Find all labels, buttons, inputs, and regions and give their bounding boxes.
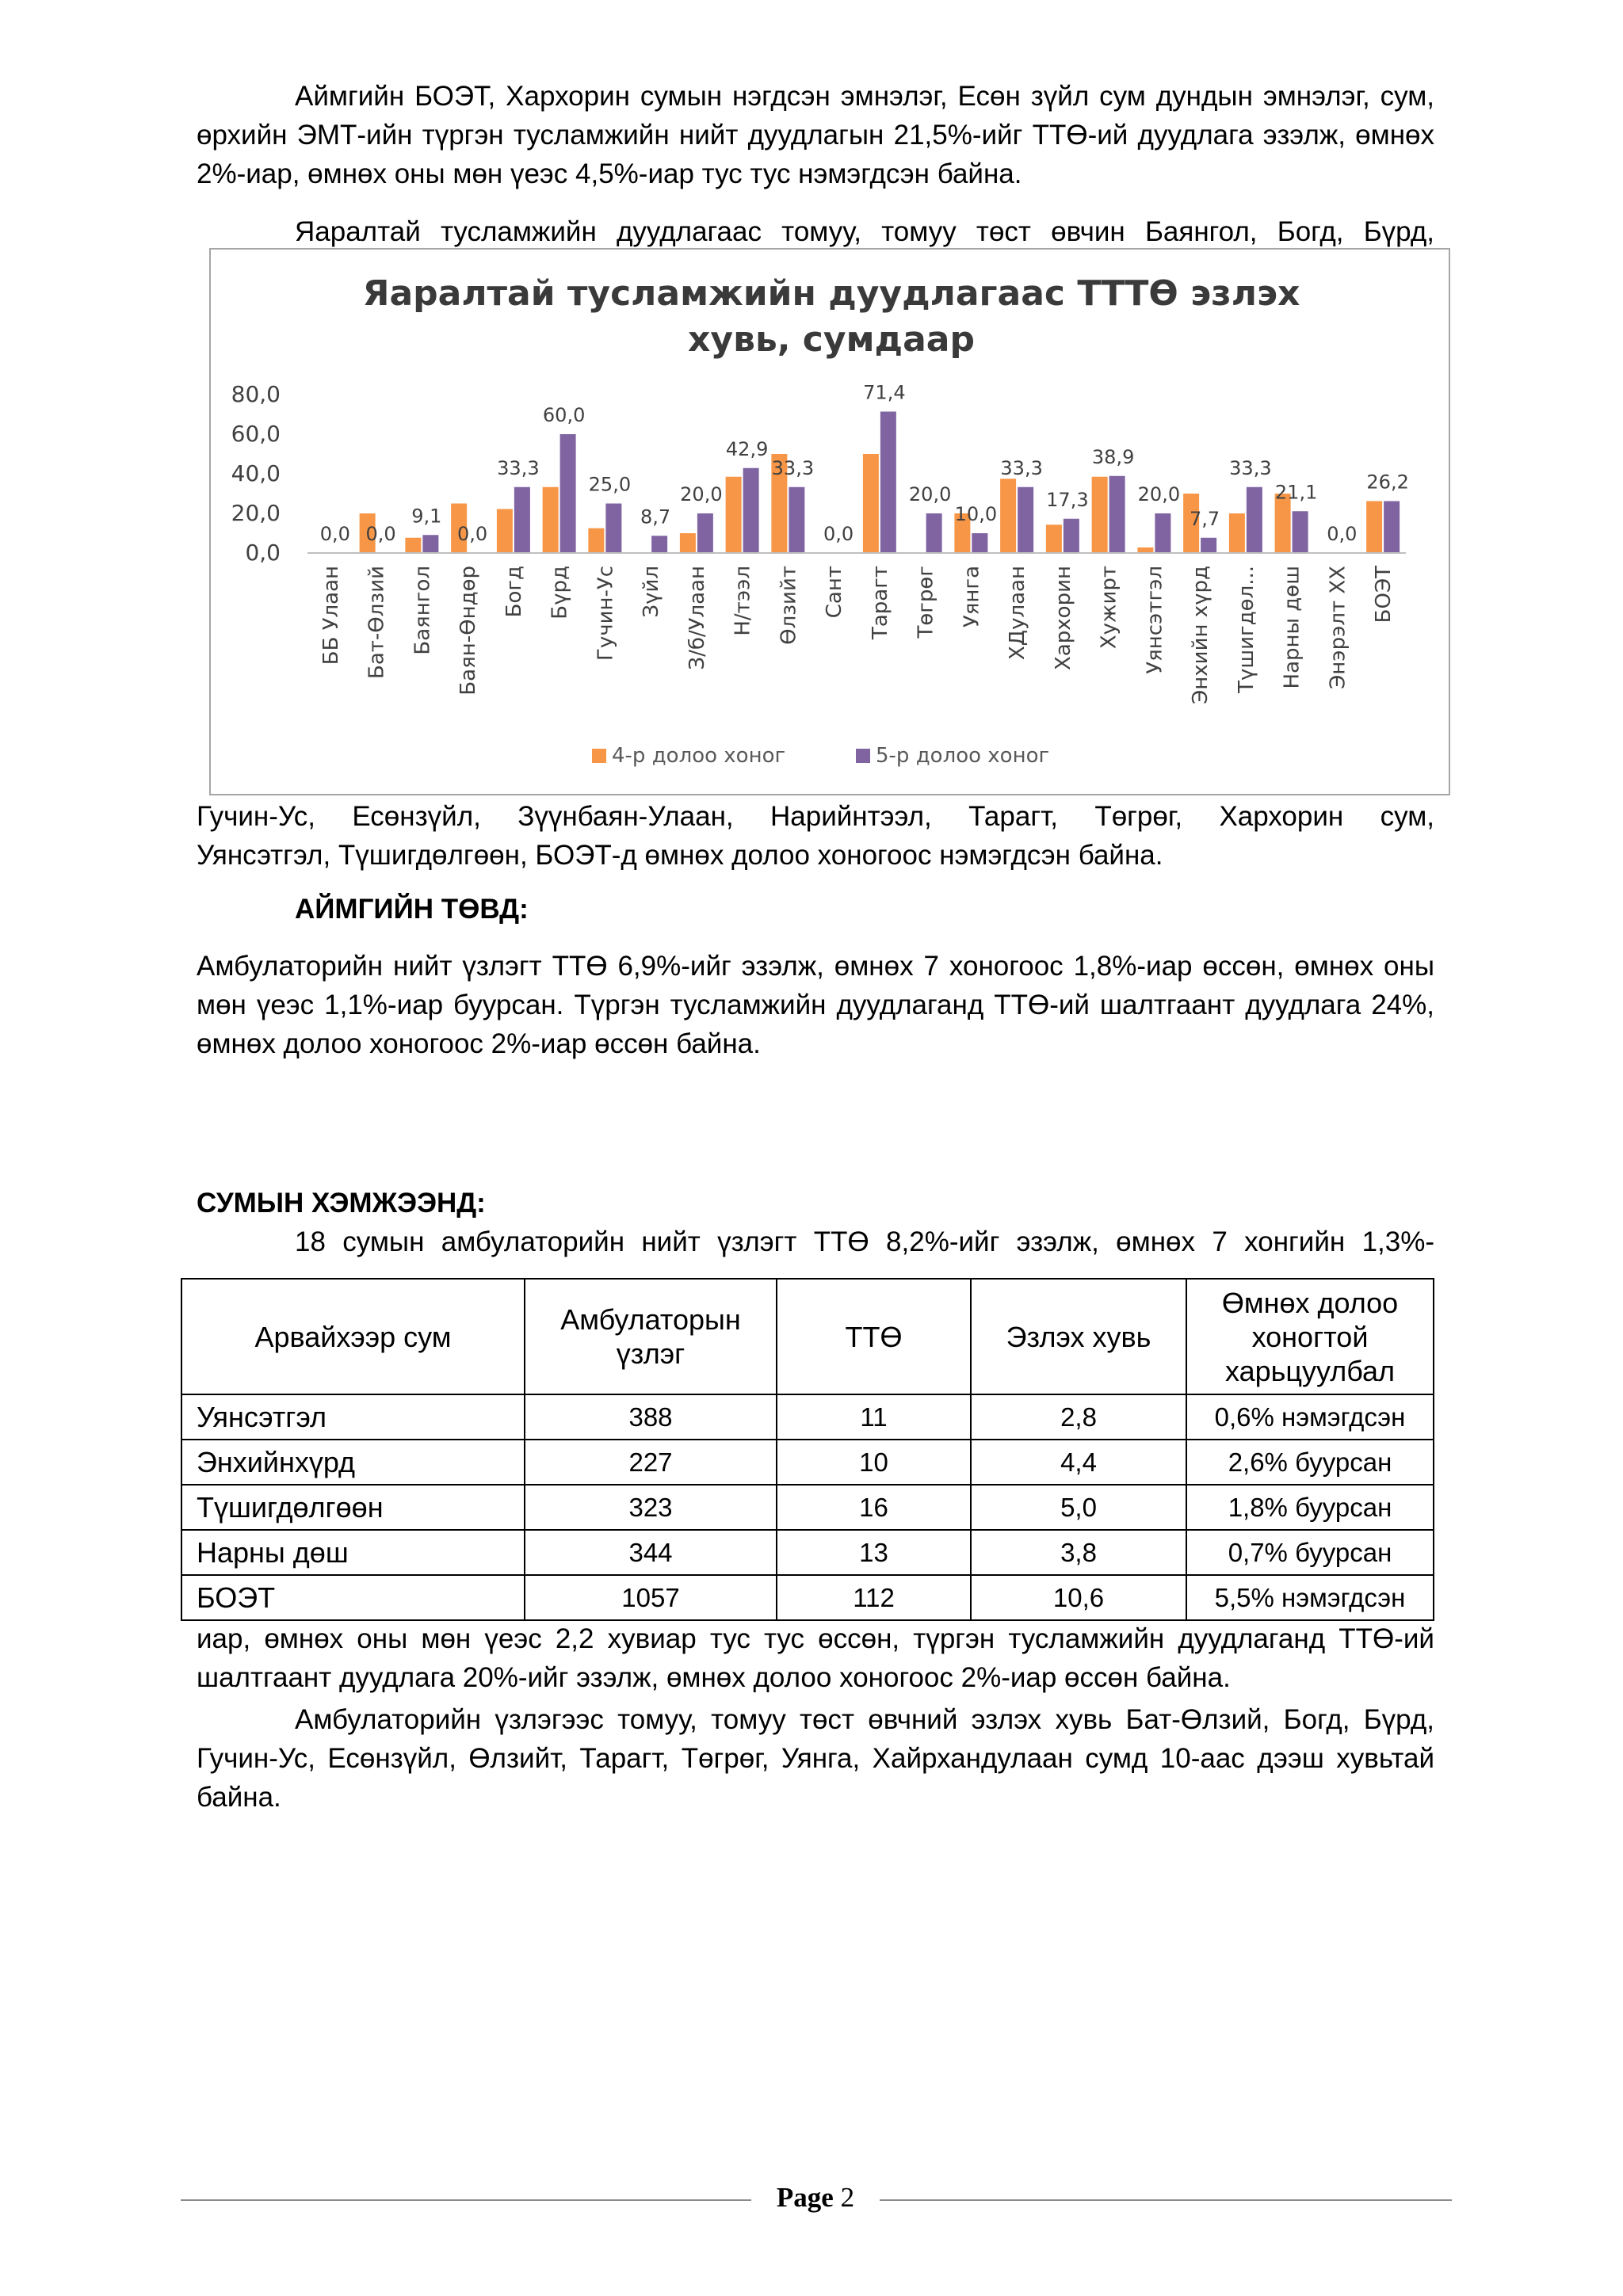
chart-title-line-1: Яаралтай тусламжийн дуудлагаас ТТТӨ эзлэх [362, 273, 1300, 314]
category-label: Энхийн хүрд [1189, 566, 1213, 704]
header-sum: Арвайхээр сум [181, 1279, 525, 1394]
y-axis-ticks [231, 381, 281, 566]
cell-change: 0,7% буурсан [1186, 1530, 1434, 1575]
cell-change: 0,6% нэмэгдсэн [1186, 1394, 1434, 1440]
intro-paragraph-2-line-2: Гучин-Ус, Есөнзүйл, Зүүнбаян-Улаан, Нарийнтээл, Тарагт, Төгрөг, Хархорин сум, [197, 801, 1434, 832]
bar-week5 [880, 412, 896, 554]
category-label: З/б/Улаан [685, 566, 709, 670]
bar-week4 [497, 509, 513, 554]
category-label: Сант [823, 566, 847, 619]
y-tick-label: 80,0 [231, 381, 281, 407]
category-label: Төгрөг [914, 566, 938, 639]
bar-week4 [1092, 477, 1108, 553]
data-label: 0,0 [1327, 523, 1358, 545]
cell-sum-name: Уянсэтгэл [181, 1394, 525, 1440]
category-label: Богд [502, 566, 526, 618]
cell-sum-name: Түшигдөлгөөн [181, 1485, 525, 1530]
data-label: 33,3 [771, 456, 815, 479]
sum-level-line-1: 18 сумын амбулаторийн нийт үзлэгт ТТӨ 8,2%-ийг эзэлж, өмнөх 7 хонгийн 1,3%- [295, 1226, 1434, 1257]
data-label: 20,0 [1137, 483, 1181, 505]
bar-week5 [1384, 502, 1400, 554]
bar-week5 [1109, 476, 1125, 553]
category-label: Н/тээл [731, 566, 755, 636]
data-label: 33,3 [1229, 456, 1272, 479]
page-label: Page [776, 2182, 834, 2213]
category-label: Нарны дөш [1280, 566, 1304, 689]
category-label: Уянсэтгэл [1143, 566, 1167, 674]
bar-week5 [1155, 513, 1170, 553]
category-label: Энэрэлт ХХ [1326, 566, 1350, 689]
chart-bars [360, 412, 1400, 554]
y-tick-label: 0,0 [245, 540, 281, 566]
bar-chart [209, 248, 1450, 795]
legend-swatch-week5 [856, 749, 870, 763]
category-label: Бүрд [548, 566, 572, 620]
bar-week5 [1201, 538, 1216, 553]
category-label: Уянга [960, 566, 984, 628]
intro-paragraph-2-line-3: Уянсэтгэл, Түшигдөлгөөн, БОЭТ-д өмнөх долоо хоногоос нэмэгдсэн байна. [197, 840, 1163, 871]
bar-week5 [789, 487, 804, 553]
cell-share: 2,8 [971, 1394, 1186, 1440]
data-label: 33,3 [497, 456, 540, 479]
category-label: Хархорин [1051, 566, 1075, 670]
cell-visits: 323 [525, 1485, 777, 1530]
bar-week5 [1293, 511, 1308, 553]
bar-week4 [1046, 524, 1062, 553]
bar-week5 [605, 504, 621, 554]
y-tick-label: 20,0 [231, 500, 281, 526]
bar-week5 [1064, 519, 1079, 553]
cell-visits: 227 [525, 1440, 777, 1485]
category-label: Түшигдөл... [1234, 566, 1258, 693]
page-number [751, 2182, 880, 2214]
data-label: 9,1 [411, 505, 442, 528]
data-label: 17,3 [1046, 488, 1089, 511]
footer-rule-right [880, 2199, 1452, 2201]
bar-week4 [726, 477, 742, 553]
sum-level-paragraph-continuation: иар, өмнөх оны мөн үеэс 2,2 хувиар тус тус өссөн, түргэн тусламжийн дуудлаганд ТТӨ-ий шалтгаант дуудлага 20%-ийг эзэлж, өмнөх долоо хоногоос 2%-иар өссөн байна. [197, 1623, 1434, 1693]
category-label: ББ Улаан [319, 566, 343, 666]
legend-label-week5: 5-р долоо хоног [876, 744, 1050, 768]
data-label: 10,0 [954, 503, 998, 525]
data-label: 7,7 [1190, 507, 1220, 530]
cell-tto: 112 [777, 1575, 971, 1620]
cell-share: 10,6 [971, 1575, 1186, 1620]
header-tto: ТТӨ [777, 1279, 971, 1394]
data-label: 20,0 [680, 483, 723, 505]
table-row [181, 1485, 1434, 1530]
data-label: 0,0 [365, 523, 396, 545]
chart-canvas [211, 250, 1452, 797]
table-row [181, 1394, 1434, 1440]
cell-tto: 10 [777, 1440, 971, 1485]
cell-change: 5,5% нэмэгдсэн [1186, 1575, 1434, 1620]
cell-sum-name: БОЭТ [181, 1575, 525, 1620]
cell-visits: 1057 [525, 1575, 777, 1620]
bar-week4 [1366, 502, 1382, 554]
data-label: 38,9 [1091, 445, 1135, 468]
bar-week5 [697, 513, 713, 553]
aimag-center-paragraph: Амбулаторийн нийт үзлэгт ТТӨ 6,9%-ийг эзэлж, өмнөх 7 хоногоос 1,8%-иар өссөн, өмнөх оны мөн үеэс 1,1%-иар буурсан. Түргэн тусламжийн дуудлаганд ТТӨ-ий шалтгаант дуудлага 24%, өмнөх долоо хоногоос 2%-иар өссөн байна. [197, 951, 1434, 1059]
category-label: Зүйл [640, 566, 664, 618]
data-label: 60,0 [542, 404, 586, 426]
cell-change: 2,6% буурсан [1186, 1440, 1434, 1485]
page-number-value: 2 [840, 2182, 855, 2213]
category-label: Хужирт [1097, 566, 1121, 650]
aimag-center-heading: АЙМГИЙН ТӨВД: [295, 894, 529, 925]
cell-sum-name: Энхийнхүрд [181, 1440, 525, 1485]
bar-week4 [1137, 547, 1153, 553]
data-label: 42,9 [725, 437, 769, 460]
category-label: Бат-Өлзий [365, 566, 389, 679]
category-label: ХДулаан [1006, 566, 1030, 660]
data-label: 0,0 [823, 523, 854, 545]
chart-title-line-2: хувь, сумдаар [688, 319, 975, 360]
cell-share: 3,8 [971, 1530, 1186, 1575]
bar-week5 [926, 513, 942, 553]
chart-legend [592, 744, 1049, 768]
bar-week5 [422, 535, 438, 553]
table-header-row [181, 1279, 1434, 1394]
header-share: Эзлэх хувь [971, 1279, 1186, 1394]
bar-week4 [1229, 513, 1245, 553]
bar-week4 [588, 528, 604, 553]
cell-share: 5,0 [971, 1485, 1186, 1530]
cell-visits: 388 [525, 1394, 777, 1440]
legend-label-week4: 4-р долоо хоног [612, 744, 786, 768]
data-label: 25,0 [588, 473, 632, 496]
header-change: Өмнөх долоо хоногтой харьцуулбал [1186, 1279, 1434, 1394]
table-row [181, 1530, 1434, 1575]
cell-sum-name: Нарны дөш [181, 1530, 525, 1575]
data-label: 0,0 [457, 523, 488, 545]
bar-week5 [1018, 487, 1033, 553]
bar-week4 [680, 533, 696, 553]
category-label: БОЭТ [1372, 566, 1396, 624]
data-label: 0,0 [319, 523, 350, 545]
header-visits: Амбулаторын үзлэг [525, 1279, 777, 1394]
chart-category-labels [319, 566, 1396, 704]
cell-tto: 13 [777, 1530, 971, 1575]
footer-rule-left [181, 2199, 751, 2201]
cell-share: 4,4 [971, 1440, 1186, 1485]
data-label: 20,0 [908, 483, 952, 505]
bar-week4 [405, 538, 421, 553]
y-tick-label: 60,0 [231, 421, 281, 447]
cell-tto: 11 [777, 1394, 971, 1440]
table-row [181, 1575, 1434, 1620]
data-label: 8,7 [640, 505, 671, 528]
category-label: Баянгол [411, 566, 435, 655]
data-label: 21,1 [1274, 481, 1318, 504]
bar-week5 [1247, 487, 1262, 553]
bar-week5 [743, 468, 759, 553]
intro-paragraph-2-start: Яаралтай тусламжийн дуудлагаас томуу, томуу төст өвчин Баянгол, Богд, Бүрд, [295, 216, 1434, 247]
bar-week5 [560, 434, 576, 553]
cell-visits: 344 [525, 1530, 777, 1575]
bar-week4 [543, 487, 559, 553]
bar-week5 [972, 533, 987, 553]
sum-comparison-table [181, 1278, 1434, 1621]
category-label: Гучин-Ус [594, 566, 618, 662]
legend-swatch-week4 [592, 749, 606, 763]
bar-week4 [1000, 479, 1016, 553]
category-label: Баян-Өндөр [456, 566, 481, 696]
bar-week5 [514, 487, 530, 553]
sum-level-paragraph-last: Амбулаторийн үзлэгээс томуу, томуу төст өвчний эзлэх хувь Бат-Өлзий, Богд, Бүрд, Гучин-Ус, Есөнзүйл, Өлзийт, Тарагт, Төгрөг, Уянга, Хайрхандулаан сумд 10-аас дээш хувьтай байна. [197, 1704, 1434, 1813]
bar-week5 [651, 536, 667, 553]
data-label: 26,2 [1366, 471, 1409, 494]
category-label: Өлзийт [777, 566, 801, 645]
category-label: Тарагт [868, 566, 892, 640]
y-tick-label: 40,0 [231, 460, 281, 486]
data-label: 71,4 [863, 381, 906, 404]
intro-paragraph: Аймгийн БОЭТ, Хархорин сумын нэгдсэн эмнэлэг, Есөн зүйл сум дундын эмнэлэг, сум, өрхийн ЭМТ-ийн түргэн тусламжийн нийт дуудлагын 21,5%-ийг ТТӨ-ий дуудлага эзэлж, өмнөх 2%-иар, өмнөх оны мөн үеэс 4,5%-иар тус тус нэмэгдсэн байна. [197, 81, 1434, 189]
cell-change: 1,8% буурсан [1186, 1485, 1434, 1530]
table-row [181, 1440, 1434, 1485]
data-label: 33,3 [1000, 456, 1043, 479]
sum-level-heading: СУМЫН ХЭМЖЭЭНД: [197, 1188, 486, 1219]
bar-week4 [863, 454, 879, 553]
cell-tto: 16 [777, 1485, 971, 1530]
